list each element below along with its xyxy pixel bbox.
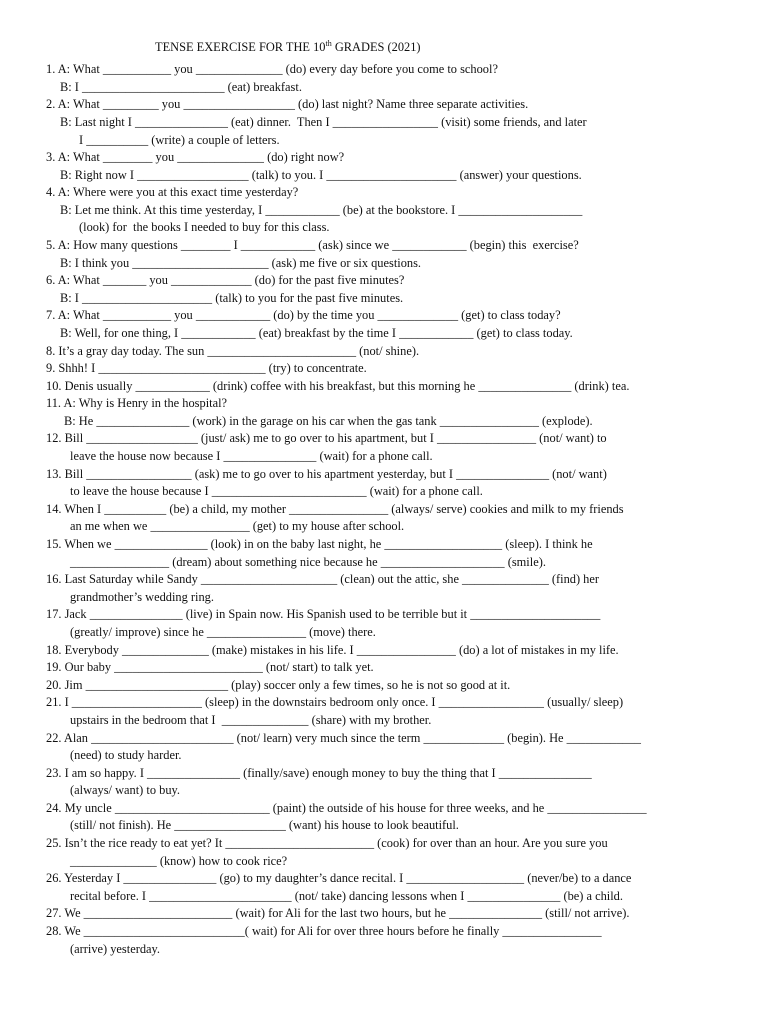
- exercise-line: 4. A: Where were you at this exact time yesterday?: [46, 185, 299, 199]
- exercise-line: 15. When we _______________ (look) in on the baby last night, he ___________________ (sleep). I think he: [46, 537, 593, 551]
- exercise-line: 26. Yesterday I _______________ (go) to my daughter’s dance recital. I ___________________ (never/be) to a dance: [46, 871, 632, 885]
- title-main: TENSE EXERCISE FOR THE 10: [155, 40, 326, 54]
- exercise-line: ______________ (know) how to cook rice?: [70, 854, 288, 868]
- exercise-line: B: I _______________________ (eat) breakfast.: [60, 80, 302, 94]
- exercise-line: 10. Denis usually ____________ (drink) coffee with his breakfast, but this morning he _______________ (drink) tea.: [46, 379, 630, 393]
- exercise-line: 28. We __________________________( wait) for Ali for over three hours before he finally ________________: [46, 924, 602, 938]
- exercise-line: 25. Isn’t the rice ready to eat yet? It ________________________ (cook) for over than an hour. Are you sure you: [46, 836, 608, 850]
- exercise-line: 14. When I __________ (be) a child, my mother ________________ (always/ serve) cookies and milk to my friends: [46, 502, 624, 516]
- exercise-line: I __________ (write) a couple of letters.: [79, 133, 280, 147]
- exercise-line: 8. It’s a gray day today. The sun ________________________ (not/ shine).: [46, 344, 420, 358]
- exercise-line: 16. Last Saturday while Sandy ______________________ (clean) out the attic, she ______________ (find) her: [46, 572, 600, 586]
- exercise-line: leave the house now because I _______________ (wait) for a phone call.: [70, 449, 433, 463]
- exercise-line: 22. Alan _______________________ (not/ learn) very much since the term _____________ (begin). He ____________: [46, 731, 641, 745]
- exercise-line: grandmother’s wedding ring.: [70, 590, 214, 604]
- exercise-line: (need) to study harder.: [70, 748, 182, 762]
- exercise-line: (arrive) yesterday.: [70, 942, 161, 956]
- title-superscript: th: [325, 38, 332, 48]
- exercise-line: 19. Our baby ________________________ (not/ start) to talk yet.: [46, 660, 374, 674]
- exercise-line: 6. A: What _______ you _____________ (do) for the past five minutes?: [46, 273, 405, 287]
- exercise-line: upstairs in the bedroom that I ______________ (share) with my brother.: [70, 713, 432, 727]
- exercise-line: 3. A: What ________ you ______________ (do) right now?: [46, 150, 345, 164]
- exercise-line: 27. We ________________________ (wait) for Ali for the last two hours, but he _______________ (still/ not arrive).: [46, 906, 630, 920]
- exercise-line: 5. A: How many questions ________ I ____________ (ask) since we ____________ (begin) this exercise?: [46, 238, 579, 252]
- exercise-line: (still/ not finish). He __________________ (want) his house to look beautiful.: [70, 818, 459, 832]
- exercise-line: B: Let me think. At this time yesterday, I ____________ (be) at the bookstore. I ____________________: [60, 203, 583, 217]
- worksheet-title: [155, 40, 421, 55]
- exercise-line: 23. I am so happy. I _______________ (finally/save) enough money to buy the thing that I _______________: [46, 766, 592, 780]
- title-end: GRADES (2021): [331, 40, 421, 54]
- exercise-line: an me when we ________________ (get) to my house after school.: [70, 519, 405, 533]
- exercise-line: 13. Bill _________________ (ask) me to go over to his apartment yesterday, but I _______________ (not/ want): [46, 467, 607, 481]
- exercise-line: 9. Shhh! I ___________________________ (try) to concentrate.: [46, 361, 367, 375]
- exercise-line: 1. A: What ___________ you ______________ (do) every day before you come to school?: [46, 62, 498, 76]
- exercise-line: B: He _______________ (work) in the garage on his car when the gas tank ________________ (explode).: [64, 414, 593, 428]
- exercise-line: (look) for the books I needed to buy for this class.: [79, 220, 330, 234]
- exercise-line: 11. A: Why is Henry in the hospital?: [46, 396, 228, 410]
- exercise-line: recital before. I _______________________ (not/ take) dancing lessons when I _______________ (be) a child.: [70, 889, 623, 903]
- exercise-line: to leave the house because I _________________________ (wait) for a phone call.: [70, 484, 483, 498]
- exercise-line: 12. Bill __________________ (just/ ask) me to go over to his apartment, but I ________________ (not/ want) to: [46, 431, 607, 445]
- exercise-line: B: Well, for one thing, I ____________ (eat) breakfast by the time I ____________ (get) to class today.: [60, 326, 573, 340]
- exercise-line: 7. A: What ___________ you ____________ (do) by the time you _____________ (get) to class today?: [46, 308, 561, 322]
- exercise-line: B: I think you ______________________ (ask) me five or six questions.: [60, 256, 422, 270]
- exercise-line: B: Right now I __________________ (talk) to you. I _____________________ (answer) your questions.: [60, 168, 582, 182]
- exercise-line: B: Last night I _______________ (eat) dinner. Then I _________________ (visit) some friends, and later: [60, 115, 587, 129]
- exercise-line: 21. I _____________________ (sleep) in the downstairs bedroom only once. I _________________ (usually/ sleep): [46, 695, 624, 709]
- exercise-line: ________________ (dream) about something nice because he ____________________ (smile).: [70, 555, 546, 569]
- exercise-line: 17. Jack _______________ (live) in Spain now. His Spanish used to be terrible but it _____________________: [46, 607, 601, 621]
- exercise-line: 2. A: What _________ you __________________ (do) last night? Name three separate activities.: [46, 97, 529, 111]
- exercise-line: 18. Everybody ______________ (make) mistakes in his life. I ________________ (do) a lot of mistakes in my life.: [46, 643, 619, 657]
- exercise-line: B: I _____________________ (talk) to you for the past five minutes.: [60, 291, 404, 305]
- exercise-line: (always/ want) to buy.: [70, 783, 180, 797]
- exercise-line: 24. My uncle _________________________ (paint) the outside of his house for three weeks, and he ________________: [46, 801, 647, 815]
- exercise-line: 20. Jim _______________________ (play) soccer only a few times, so he is not so good at it.: [46, 678, 511, 692]
- exercise-line: (greatly/ improve) since he ________________ (move) there.: [70, 625, 376, 639]
